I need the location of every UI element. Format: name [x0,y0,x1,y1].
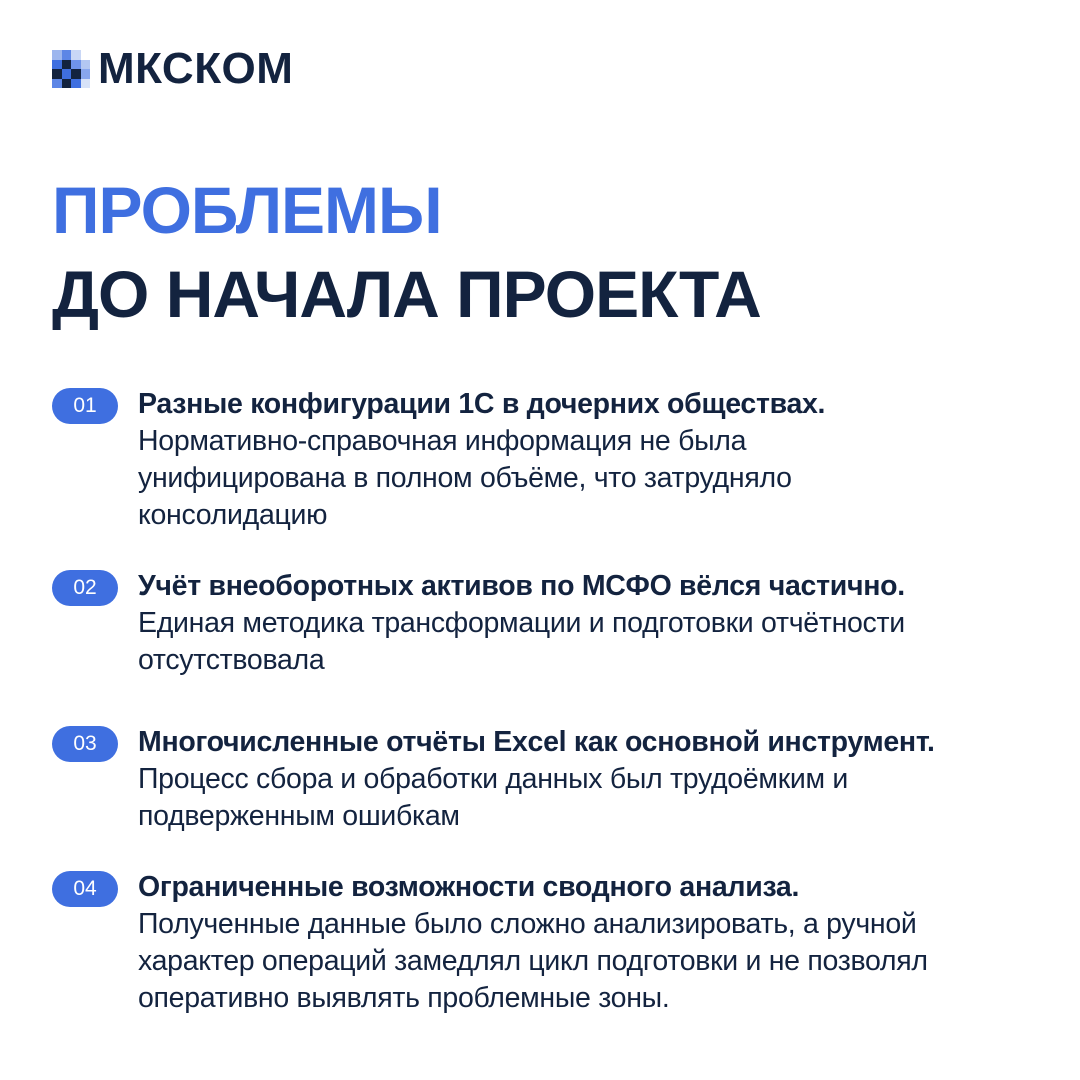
item-description: Нормативно-справочная информация не была унифицирована в полном объёме, что затрудняло консолидацию [138,425,792,531]
item-number-badge: 03 [52,726,118,762]
page-title-line-1: ПРОБЛЕМЫ [52,173,442,247]
item-number-badge: 01 [52,388,118,424]
item-content [138,386,1038,534]
item-content [138,869,1038,1017]
item-title: Разные конфигурации 1С в дочерних обществах. [138,388,826,420]
item-number-badge: 04 [52,871,118,907]
page-title [52,168,761,336]
item-description: Единая методика трансформации и подготовки отчётности отсутствовала [138,607,905,676]
item-content [138,724,1038,835]
logo-mosaic-icon [52,50,90,88]
page-title-line-2: ДО НАЧАЛА ПРОЕКТА [52,257,761,331]
item-title: Многочисленные отчёты Excel как основной инструмент. [138,726,935,758]
item-title: Учёт внеоборотных активов по МСФО вёлся частично. [138,570,905,602]
item-description: Полученные данные было сложно анализировать, а ручной характер операций замедлял цикл подготовки и не позволял оперативно выявлять проблемные зоны. [138,908,928,1014]
brand-name: МКСКОМ [98,44,294,93]
brand-logo [52,44,294,93]
item-number-badge: 02 [52,570,118,606]
item-description: Процесс сбора и обработки данных был трудоёмким и подверженным ошибкам [138,763,849,832]
item-content [138,568,1038,679]
item-title: Ограниченные возможности сводного анализа. [138,871,800,903]
